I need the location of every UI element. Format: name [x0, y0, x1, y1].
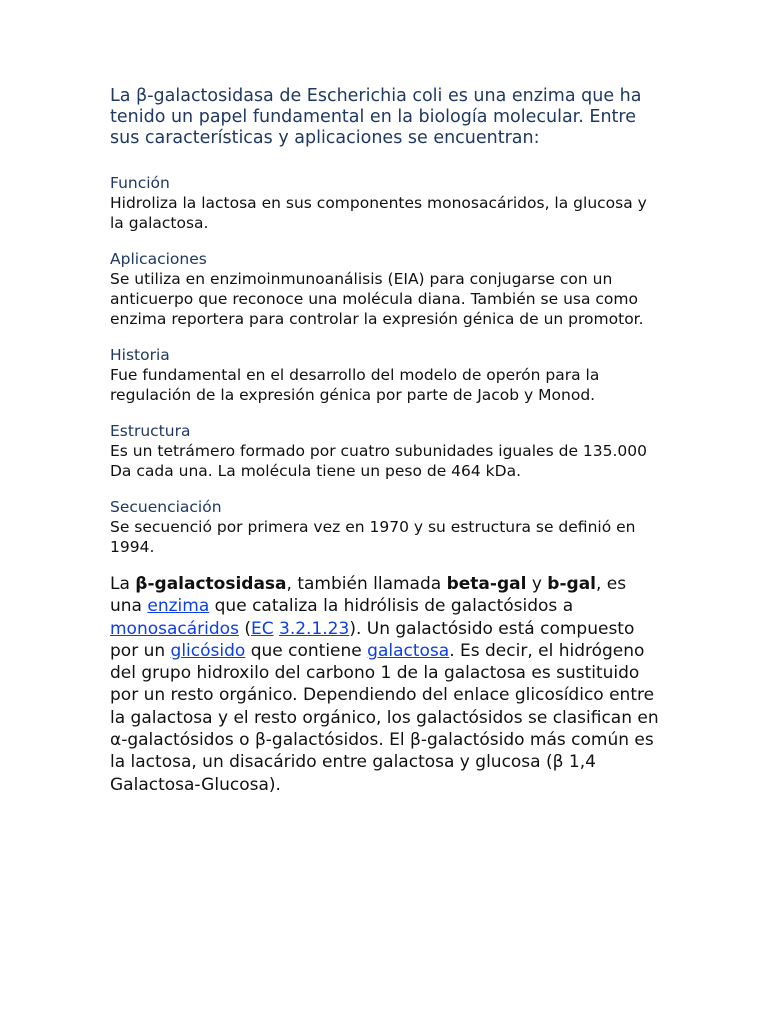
article-text: . Es decir, el hidrógeno del grupo hidroxilo del carbono 1 de la galactosa es sustituido por un resto orgánico. Dependiendo del enlace glicosídico entre la galactosa y el resto orgánico, los galactósidos se clasifican en α-galactósidos o β-galactósidos. El β-galactósido más común es la lactosa, un disacárido entre galactosa y glucosa (β 1,4 Galactosa-Glucosa).	[110, 640, 659, 795]
bold-term-b-gal: b-gal	[547, 574, 596, 594]
article-text: que contiene	[245, 640, 368, 661]
intro-paragraph: La β-galactosidasa de Escherichia coli es una enzima que ha tenido un papel fundamental en la biología molecular. Entre sus características y aplicaciones se encuentran:	[110, 86, 642, 148]
section-funcion	[110, 173, 660, 233]
section-estructura	[110, 421, 660, 481]
section-heading: Historia	[110, 346, 170, 364]
section-heading: Aplicaciones	[110, 250, 207, 268]
article-text: , es una	[110, 574, 627, 617]
section-body: Se secuenció por primera vez en 1970 y su estructura se definió en 1994.	[110, 518, 636, 556]
bold-term-beta-gal: beta-gal	[446, 574, 527, 594]
link-ec-number[interactable]: 3.2.1.23	[279, 618, 350, 639]
article-text: que cataliza la hidrólisis de galactósidos a	[209, 596, 574, 617]
section-body: Fue fundamental en el desarrollo del modelo de operón para la regulación de la expresión génica por parte de Jacob y Monod.	[110, 366, 600, 404]
section-body: Es un tetrámero formado por cuatro subunidades iguales de 135.000 Da cada una. La molécula tiene un peso de 464 kDa.	[110, 442, 647, 480]
section-heading: Función	[110, 174, 170, 192]
bold-term-beta-galactosidasa: β-galactosidasa	[135, 574, 287, 594]
article-paragraph	[110, 573, 660, 796]
article-text: (	[238, 618, 251, 639]
section-body: Hidroliza la lactosa en sus componentes monosacáridos, la glucosa y la galactosa.	[110, 194, 647, 232]
link-monosacaridos[interactable]: monosacáridos	[110, 618, 239, 639]
article-text: La	[110, 574, 136, 594]
section-heading: Estructura	[110, 422, 191, 440]
section-body: Se utiliza en enzimoinmunoanálisis (EIA) para conjugarse con un anticuerpo que reconoce una molécula diana. También se usa como enzima reportera para controlar la expresión génica de un promotor.	[110, 270, 644, 328]
section-secuenciacion	[110, 497, 660, 557]
link-enzima[interactable]: enzima	[147, 596, 210, 617]
article-text: ). Un galactósido está compuesto por un	[110, 618, 635, 661]
link-galactosa[interactable]: galactosa	[367, 640, 450, 661]
article-text: , también llamada	[286, 574, 447, 594]
section-heading: Secuenciación	[110, 498, 222, 516]
article-text: y	[526, 574, 548, 594]
document-page	[110, 86, 660, 796]
link-glicosido[interactable]: glicósido	[170, 640, 246, 661]
link-ec[interactable]: EC	[250, 618, 274, 639]
section-historia	[110, 345, 660, 405]
section-aplicaciones	[110, 249, 660, 329]
